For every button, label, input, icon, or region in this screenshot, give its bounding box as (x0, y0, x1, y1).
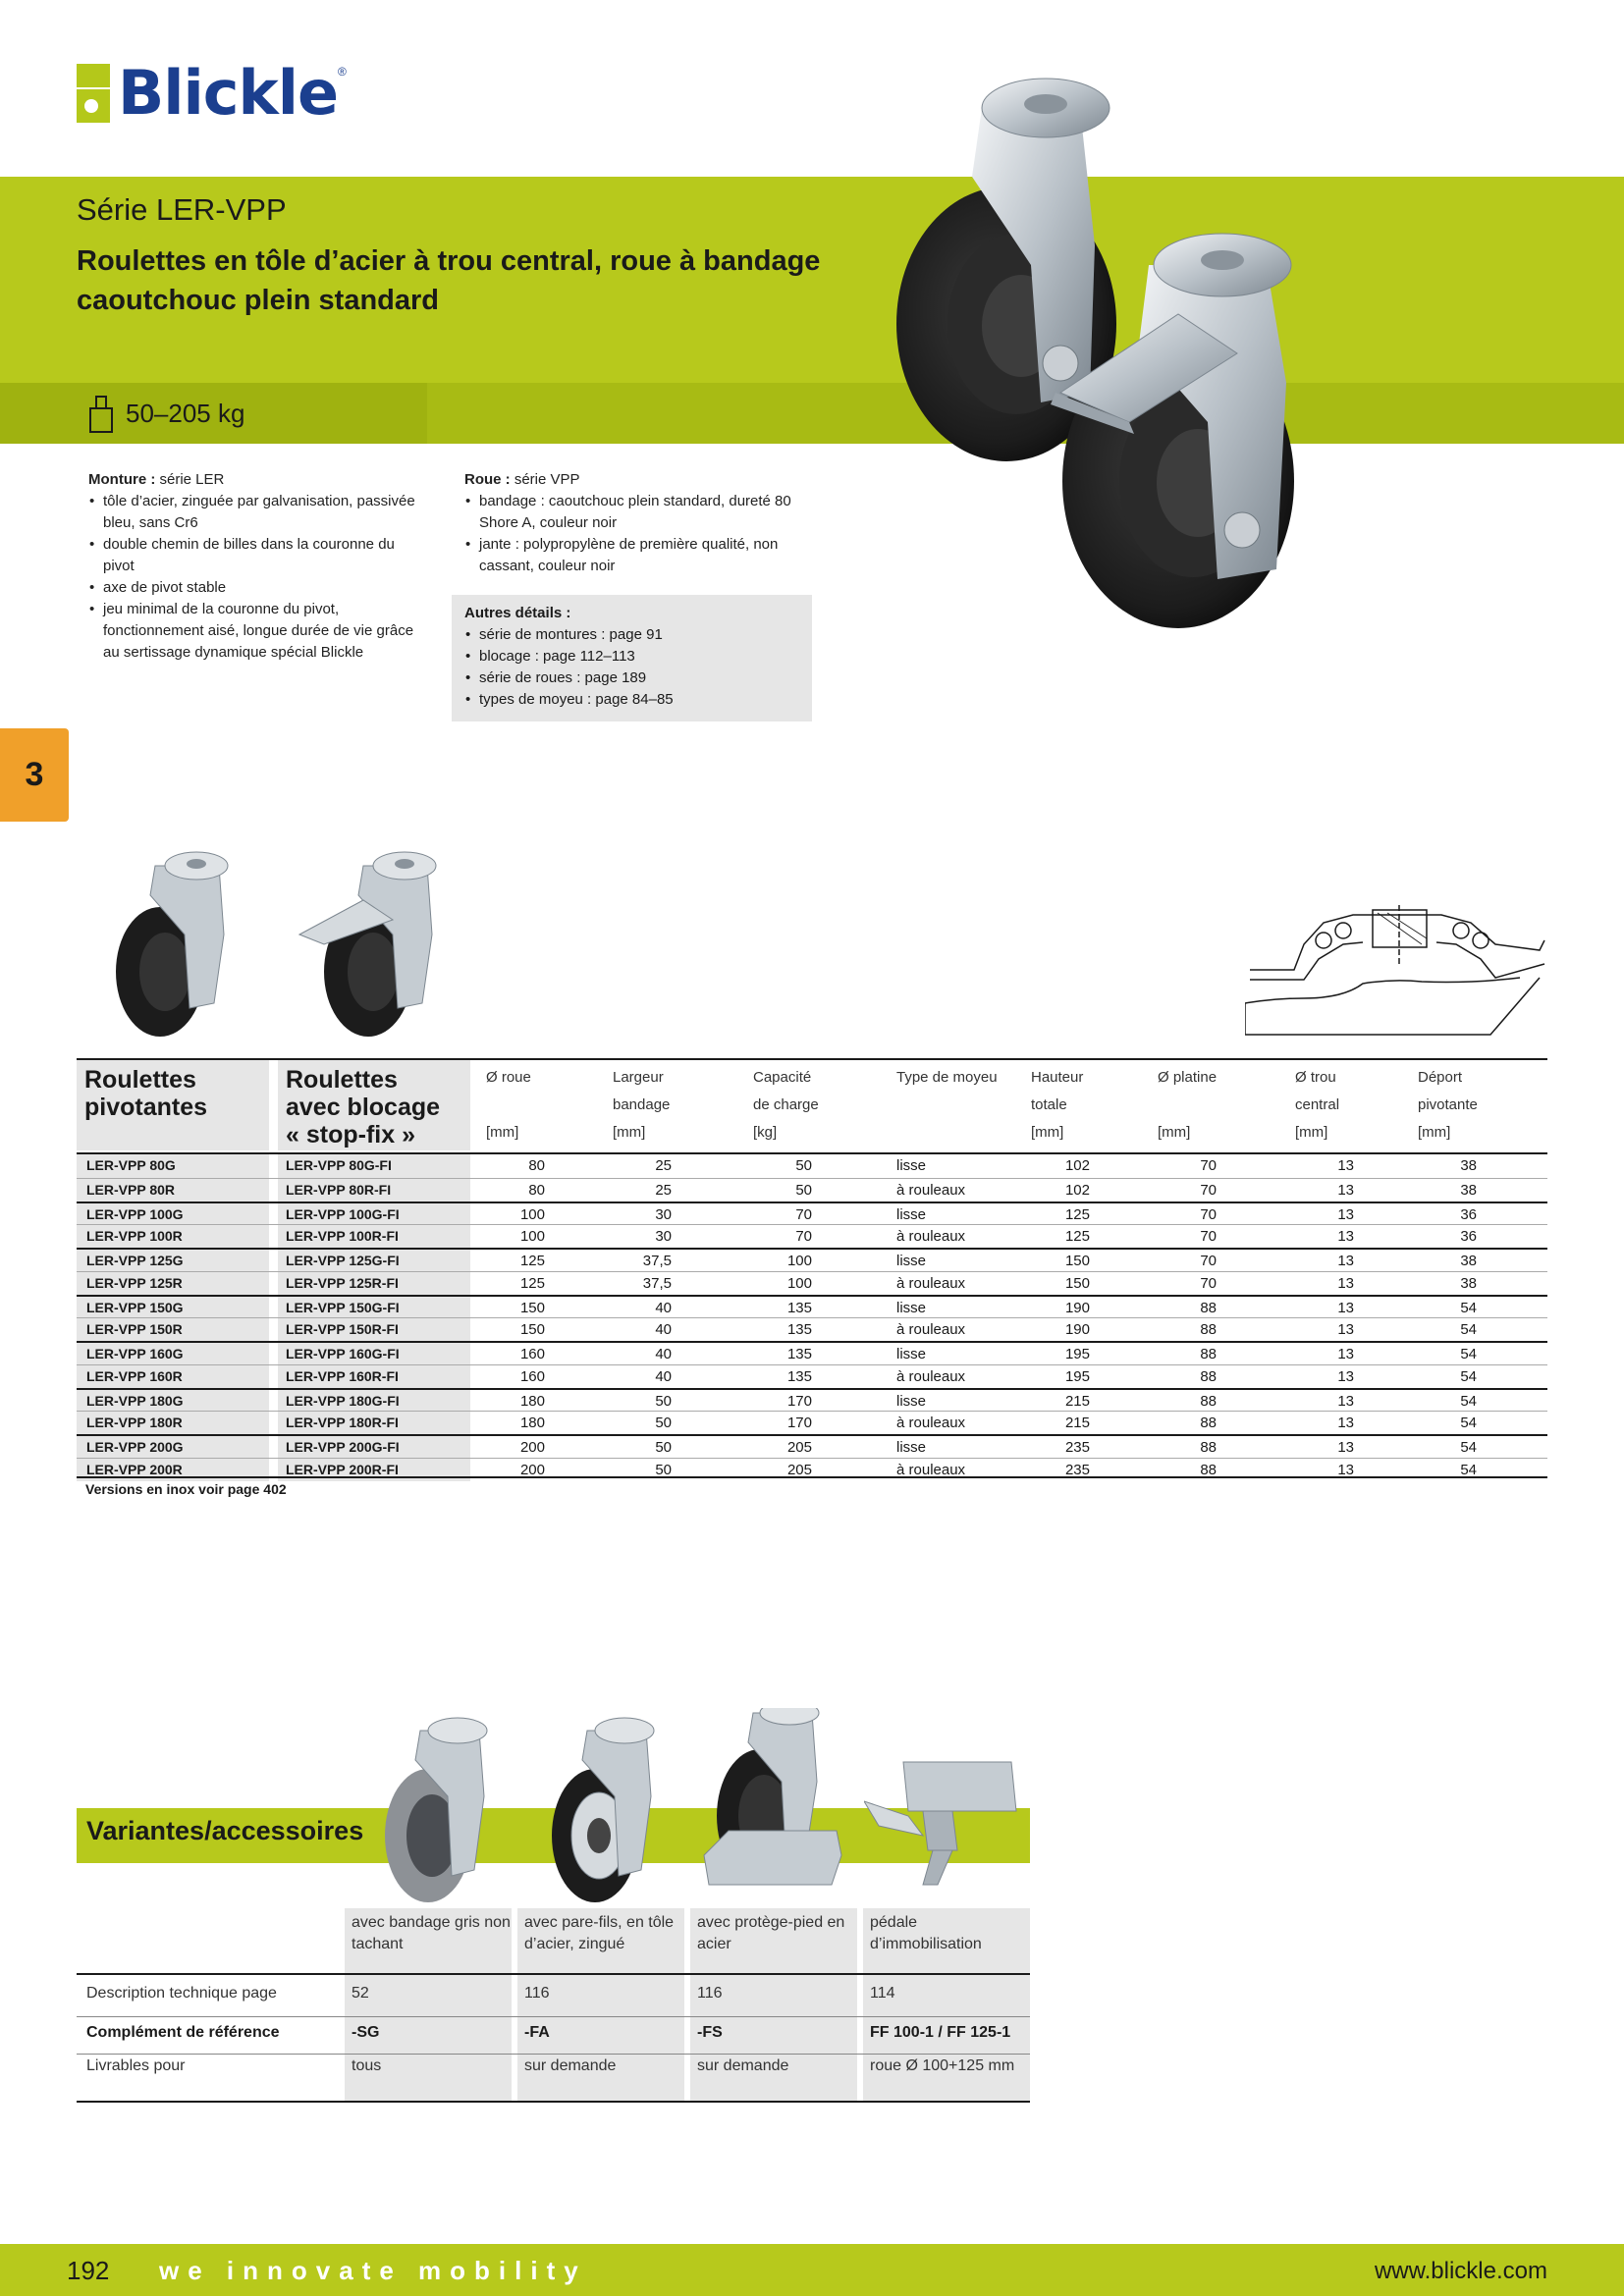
table-cell: 200 (519, 1439, 545, 1456)
variants-rule (77, 2054, 1030, 2055)
table-cell: 50 (655, 1415, 672, 1432)
header-brake (278, 1060, 470, 1150)
table-cell: 88 (1200, 1392, 1217, 1410)
header-brake-line2: avec blocage (286, 1094, 441, 1121)
table-cell: 38 (1460, 1253, 1477, 1269)
col-hub-type (896, 1064, 998, 1092)
table-cell: 70 (1200, 1274, 1217, 1292)
table-cell: 13 (1337, 1157, 1354, 1174)
other-details-box (452, 595, 812, 721)
table-cell: lisse (896, 1392, 927, 1410)
row-label-tech-page: Description technique page (86, 1985, 277, 2002)
table-cell: 135 (786, 1346, 812, 1362)
table-cell: 38 (1460, 1274, 1477, 1292)
website-link[interactable]: www.blickle.com (1374, 2258, 1547, 2284)
page-number: 192 (67, 2256, 110, 2285)
brake-article-number: LER-VPP 180G-FI (278, 1390, 470, 1412)
brand-registered: ® (338, 65, 347, 79)
col-title: Ø trou (1295, 1069, 1336, 1086)
table-cell: 40 (655, 1367, 672, 1385)
header-brake-line3: « stop-fix » (286, 1121, 415, 1148)
table-cell: 150 (519, 1321, 545, 1339)
col-unit: [mm] (1158, 1124, 1191, 1141)
table-cell: 70 (1200, 1157, 1217, 1174)
brake-article-number: LER-VPP 100R-FI (278, 1225, 470, 1248)
swivel-article-number: LER-VPP 100G (77, 1203, 269, 1225)
capacity-value: 50–205 kg (126, 398, 245, 428)
brake-article-number: LER-VPP 150G-FI (278, 1297, 470, 1318)
table-cell: à rouleaux (896, 1461, 966, 1478)
series-title: Série LER-VPP (77, 192, 287, 227)
variant-ref: -FA (524, 2024, 550, 2041)
table-cell: 88 (1200, 1299, 1217, 1316)
details-title: Autres détails : (464, 605, 571, 621)
table-cell: 13 (1337, 1439, 1354, 1456)
variant-label: avec pare-fils, en tôle d’acier, zingué (524, 1914, 675, 1952)
variant-availability: roue Ø 100+125 mm (870, 2057, 1015, 2074)
swivel-article-number: LER-VPP 125G (77, 1250, 269, 1271)
table-cell: 80 (528, 1157, 545, 1174)
table-cell: 135 (786, 1321, 812, 1339)
weight-icon (88, 394, 114, 433)
table-row (77, 1411, 1547, 1434)
table-cell: 50 (655, 1392, 672, 1410)
table-cell: 195 (1064, 1367, 1090, 1385)
table-cell: 88 (1200, 1321, 1217, 1339)
brake-article-number: LER-VPP 200R-FI (278, 1459, 470, 1481)
table-cell: 54 (1460, 1392, 1477, 1410)
brake-article-number: LER-VPP 80G-FI (278, 1154, 470, 1178)
table-cell: 215 (1064, 1415, 1090, 1432)
table-cell: 160 (519, 1346, 545, 1362)
col-unit: [kg] (753, 1124, 778, 1141)
table-row (77, 1341, 1547, 1364)
mount-title: Monture : (88, 471, 156, 488)
swivel-article-number: LER-VPP 150R (77, 1318, 269, 1341)
table-cell: 102 (1064, 1181, 1090, 1199)
variant-label: avec bandage gris non tachant (352, 1914, 511, 1952)
table-row (77, 1178, 1547, 1201)
variant-availability: sur demande (697, 2057, 789, 2074)
variant-label: avec protège-pied en acier (697, 1914, 845, 1952)
table-cell: 13 (1337, 1346, 1354, 1362)
header-swivel (77, 1060, 269, 1150)
table-cell: 88 (1200, 1415, 1217, 1432)
table-cell: 13 (1337, 1415, 1354, 1432)
swivel-article-number: LER-VPP 125R (77, 1272, 269, 1295)
row-label-ref-suffix: Complément de référence (86, 2024, 280, 2041)
table-cell: 88 (1200, 1367, 1217, 1385)
table-cell: 54 (1460, 1461, 1477, 1478)
table-cell: 150 (1064, 1274, 1090, 1292)
subtitle-line-1: Roulettes en tôle d’acier à trou central, roue à bandage (77, 245, 821, 277)
table-cell: 190 (1064, 1321, 1090, 1339)
variant-page: 116 (697, 1985, 723, 2002)
table-cell: 13 (1337, 1205, 1354, 1223)
table-cell: lisse (896, 1439, 927, 1456)
mount-heading (88, 469, 422, 491)
swivel-article-number: LER-VPP 150G (77, 1297, 269, 1318)
cross-section-drawing (1245, 905, 1551, 1042)
wheel-description (464, 469, 808, 577)
table-cell: 25 (655, 1181, 672, 1199)
table-cell: 13 (1337, 1253, 1354, 1269)
table-cell: lisse (896, 1299, 927, 1316)
table-cell: 37,5 (642, 1253, 672, 1269)
table-cell: à rouleaux (896, 1228, 966, 1246)
col-title2: bandage (613, 1096, 671, 1113)
mount-value: série LER (155, 471, 225, 488)
table-cell: 13 (1337, 1181, 1354, 1199)
table-cell: 30 (655, 1205, 672, 1223)
product-subtitle (77, 241, 862, 320)
table-cell: 13 (1337, 1228, 1354, 1246)
table-cell: 180 (519, 1415, 545, 1432)
brake-article-number: LER-VPP 100G-FI (278, 1203, 470, 1225)
table-cell: 235 (1064, 1439, 1090, 1456)
table-cell: 160 (519, 1367, 545, 1385)
swivel-article-number: LER-VPP 160G (77, 1343, 269, 1364)
table-row (77, 1434, 1547, 1458)
swivel-article-number: LER-VPP 180G (77, 1390, 269, 1412)
list-item: • série de roues : page 189 (464, 667, 799, 689)
swivel-article-number: LER-VPP 100R (77, 1225, 269, 1248)
table-row (77, 1388, 1547, 1412)
col-load-capacity (753, 1064, 819, 1141)
table-cell: à rouleaux (896, 1415, 966, 1432)
table-cell: 13 (1337, 1392, 1354, 1410)
table-row (77, 1271, 1547, 1295)
list-item: • double chemin de billes dans la couronne du pivot (88, 534, 422, 577)
col-unit: [mm] (613, 1124, 646, 1141)
table-cell: 70 (1200, 1181, 1217, 1199)
product-table-header (77, 1058, 1547, 1152)
header-brake-line1: Roulettes (286, 1066, 398, 1094)
table-cell: à rouleaux (896, 1367, 966, 1385)
table-cell: 170 (786, 1415, 812, 1432)
table-cell: 70 (795, 1228, 812, 1246)
table-cell: 37,5 (642, 1274, 672, 1292)
table-cell: 54 (1460, 1415, 1477, 1432)
table-row (77, 1364, 1547, 1388)
subtitle-line-2: caoutchouc plein standard (77, 285, 439, 316)
table-cell: 30 (655, 1228, 672, 1246)
table-cell: lisse (896, 1157, 927, 1174)
slogan: we innovate mobility (159, 2256, 587, 2285)
col-title2: pivotante (1418, 1096, 1478, 1113)
table-cell: à rouleaux (896, 1274, 966, 1292)
header-swivel-line1: Roulettes (84, 1066, 196, 1094)
thread-guard-castor-image (538, 1713, 666, 1909)
header-swivel-line2: pivotantes (84, 1094, 208, 1121)
table-cell: 70 (1200, 1253, 1217, 1269)
table-cell: 125 (1064, 1205, 1090, 1223)
table-cell: 100 (786, 1253, 812, 1269)
table-cell: lisse (896, 1205, 927, 1223)
col-wheel-diameter (486, 1064, 531, 1141)
table-cell: 150 (519, 1299, 545, 1316)
list-item: • blocage : page 112–113 (464, 646, 799, 667)
variant-page: 52 (352, 1985, 369, 2002)
col-unit: [mm] (1295, 1124, 1328, 1141)
brake-pedal-image (864, 1742, 1021, 1890)
wheel-title: Roue : (464, 471, 511, 488)
table-cell: à rouleaux (896, 1321, 966, 1339)
variants-title: Variantes/accessoires (86, 1816, 364, 1845)
list-item: • jante : polypropylène de première qualité, non cassant, couleur noir (464, 534, 808, 577)
list-item: • série de montures : page 91 (464, 624, 799, 646)
col-plate-diameter (1158, 1064, 1218, 1141)
table-row (77, 1154, 1547, 1178)
brake-article-number: LER-VPP 125R-FI (278, 1272, 470, 1295)
table-cell: 54 (1460, 1321, 1477, 1339)
table-cell: 13 (1337, 1367, 1354, 1385)
table-cell: 36 (1460, 1205, 1477, 1223)
table-row (77, 1248, 1547, 1271)
col-unit: [mm] (1031, 1124, 1064, 1141)
swivel-article-number: LER-VPP 80R (77, 1179, 269, 1201)
table-cell: lisse (896, 1253, 927, 1269)
swivel-article-number: LER-VPP 80G (77, 1154, 269, 1178)
variant-availability: sur demande (524, 2057, 617, 2074)
table-cell: 195 (1064, 1346, 1090, 1362)
col-title: Ø roue (486, 1069, 531, 1086)
table-row (77, 1201, 1547, 1225)
table-cell: 102 (1064, 1157, 1090, 1174)
swivel-castor-thumbnail (106, 846, 244, 1042)
table-cell: 50 (795, 1181, 812, 1199)
variants-rule (77, 2101, 1030, 2103)
table-cell: 135 (786, 1299, 812, 1316)
col-unit: [mm] (1418, 1124, 1451, 1141)
variants-rule (77, 2016, 1030, 2017)
table-cell: 38 (1460, 1157, 1477, 1174)
variant-label: pédale d’immobilisation (870, 1914, 982, 1952)
col-title: Largeur (613, 1069, 664, 1086)
table-cell: 50 (795, 1157, 812, 1174)
brake-article-number: LER-VPP 80R-FI (278, 1179, 470, 1201)
brake-article-number: LER-VPP 180R-FI (278, 1412, 470, 1434)
table-cell: 54 (1460, 1367, 1477, 1385)
table-cell: 70 (795, 1205, 812, 1223)
wheel-list (464, 491, 808, 577)
hero-castors-image (884, 69, 1492, 658)
col-swivel-offset (1418, 1064, 1478, 1141)
table-cell: 100 (519, 1205, 545, 1223)
variant-ref: -FS (697, 2024, 723, 2041)
table-cell: 54 (1460, 1439, 1477, 1456)
table-cell: 40 (655, 1299, 672, 1316)
table-cell: 25 (655, 1157, 672, 1174)
table-cell: 13 (1337, 1274, 1354, 1292)
col-tread-width (613, 1064, 671, 1141)
mount-list (88, 491, 422, 664)
table-cell: 13 (1337, 1321, 1354, 1339)
table-cell: 125 (1064, 1228, 1090, 1246)
swivel-article-number: LER-VPP 160R (77, 1365, 269, 1388)
chapter-tab[interactable]: 3 (0, 728, 69, 822)
product-table-body (77, 1152, 1547, 1481)
list-item: • bandage : caoutchouc plein standard, dureté 80 Shore A, couleur noir (464, 491, 808, 534)
col-title: Type de moyeu (896, 1069, 998, 1086)
list-item: • axe de pivot stable (88, 577, 422, 599)
table-cell: 190 (1064, 1299, 1090, 1316)
table-cell: 54 (1460, 1346, 1477, 1362)
brand-name: Blickle (118, 57, 339, 129)
table-note: Versions en inox voir page 402 (85, 1481, 287, 1497)
col-title2: central (1295, 1096, 1340, 1113)
table-cell: 38 (1460, 1181, 1477, 1199)
table-cell: 205 (786, 1439, 812, 1456)
variant-ref: -SG (352, 2024, 380, 2041)
col-title: Capacité (753, 1069, 812, 1086)
table-bottom-rule (77, 1476, 1547, 1478)
table-cell: 70 (1200, 1205, 1217, 1223)
col-title: Ø platine (1158, 1069, 1218, 1086)
details-list (464, 624, 799, 711)
brake-article-number: LER-VPP 150R-FI (278, 1318, 470, 1341)
table-row (77, 1317, 1547, 1341)
brake-article-number: LER-VPP 160R-FI (278, 1365, 470, 1388)
table-cell: 54 (1460, 1299, 1477, 1316)
col-total-height (1031, 1064, 1084, 1141)
table-cell: 40 (655, 1321, 672, 1339)
col-title2: totale (1031, 1096, 1067, 1113)
table-cell: 125 (519, 1253, 545, 1269)
table-cell: 50 (655, 1439, 672, 1456)
list-item: • tôle d’acier, zinguée par galvanisation, passivée bleu, sans Cr6 (88, 491, 422, 534)
swivel-article-number: LER-VPP 200R (77, 1459, 269, 1481)
col-title: Hauteur (1031, 1069, 1084, 1086)
table-row (77, 1295, 1547, 1318)
table-cell: 13 (1337, 1299, 1354, 1316)
col-bolt-hole (1295, 1064, 1340, 1141)
mount-description (88, 469, 422, 664)
brand-logo (77, 57, 347, 129)
brake-article-number: LER-VPP 200G-FI (278, 1436, 470, 1458)
brake-castor-thumbnail (295, 846, 452, 1042)
row-label-available-for: Livrables pour (86, 2057, 186, 2074)
brake-article-number: LER-VPP 160G-FI (278, 1343, 470, 1364)
table-cell: 36 (1460, 1228, 1477, 1246)
variants-rule (77, 1973, 1030, 1975)
swivel-article-number: LER-VPP 180R (77, 1412, 269, 1434)
table-cell: 100 (519, 1228, 545, 1246)
table-cell: 70 (1200, 1228, 1217, 1246)
foot-guard-castor-image (699, 1708, 846, 1904)
table-cell: 200 (519, 1461, 545, 1478)
table-cell: 205 (786, 1461, 812, 1478)
table-cell: 180 (519, 1392, 545, 1410)
table-cell: 88 (1200, 1439, 1217, 1456)
table-cell: 100 (786, 1274, 812, 1292)
grey-tyre-castor-image (371, 1713, 499, 1909)
brake-article-number: LER-VPP 125G-FI (278, 1250, 470, 1271)
table-cell: 125 (519, 1274, 545, 1292)
variant-availability: tous (352, 2057, 382, 2074)
table-cell: 88 (1200, 1461, 1217, 1478)
wheel-heading (464, 469, 808, 491)
table-row (77, 1224, 1547, 1248)
swivel-article-number: LER-VPP 200G (77, 1436, 269, 1458)
table-cell: 150 (1064, 1253, 1090, 1269)
table-cell: 40 (655, 1346, 672, 1362)
load-capacity (88, 393, 244, 434)
table-cell: à rouleaux (896, 1181, 966, 1199)
table-cell: 170 (786, 1392, 812, 1410)
table-cell: 215 (1064, 1392, 1090, 1410)
table-cell: 80 (528, 1181, 545, 1199)
table-cell: 13 (1337, 1461, 1354, 1478)
variant-page: 116 (524, 1985, 550, 2002)
list-item: • jeu minimal de la couronne du pivot, fonctionnement aisé, longue durée de vie grâce au sertissage dynamique spécial Blickle (88, 599, 422, 664)
col-unit: [mm] (486, 1124, 519, 1141)
list-item: • types de moyeu : page 84–85 (464, 689, 799, 711)
logo-mark-icon (77, 64, 110, 123)
variant-page: 114 (870, 1985, 895, 2002)
variant-ref: FF 100-1 / FF 125-1 (870, 2024, 1011, 2041)
table-cell: 135 (786, 1367, 812, 1385)
col-title: Déport (1418, 1069, 1463, 1086)
table-cell: lisse (896, 1346, 927, 1362)
table-cell: 235 (1064, 1461, 1090, 1478)
table-cell: 50 (655, 1461, 672, 1478)
wheel-value: série VPP (510, 471, 580, 488)
table-cell: 88 (1200, 1346, 1217, 1362)
col-title2: de charge (753, 1096, 819, 1113)
